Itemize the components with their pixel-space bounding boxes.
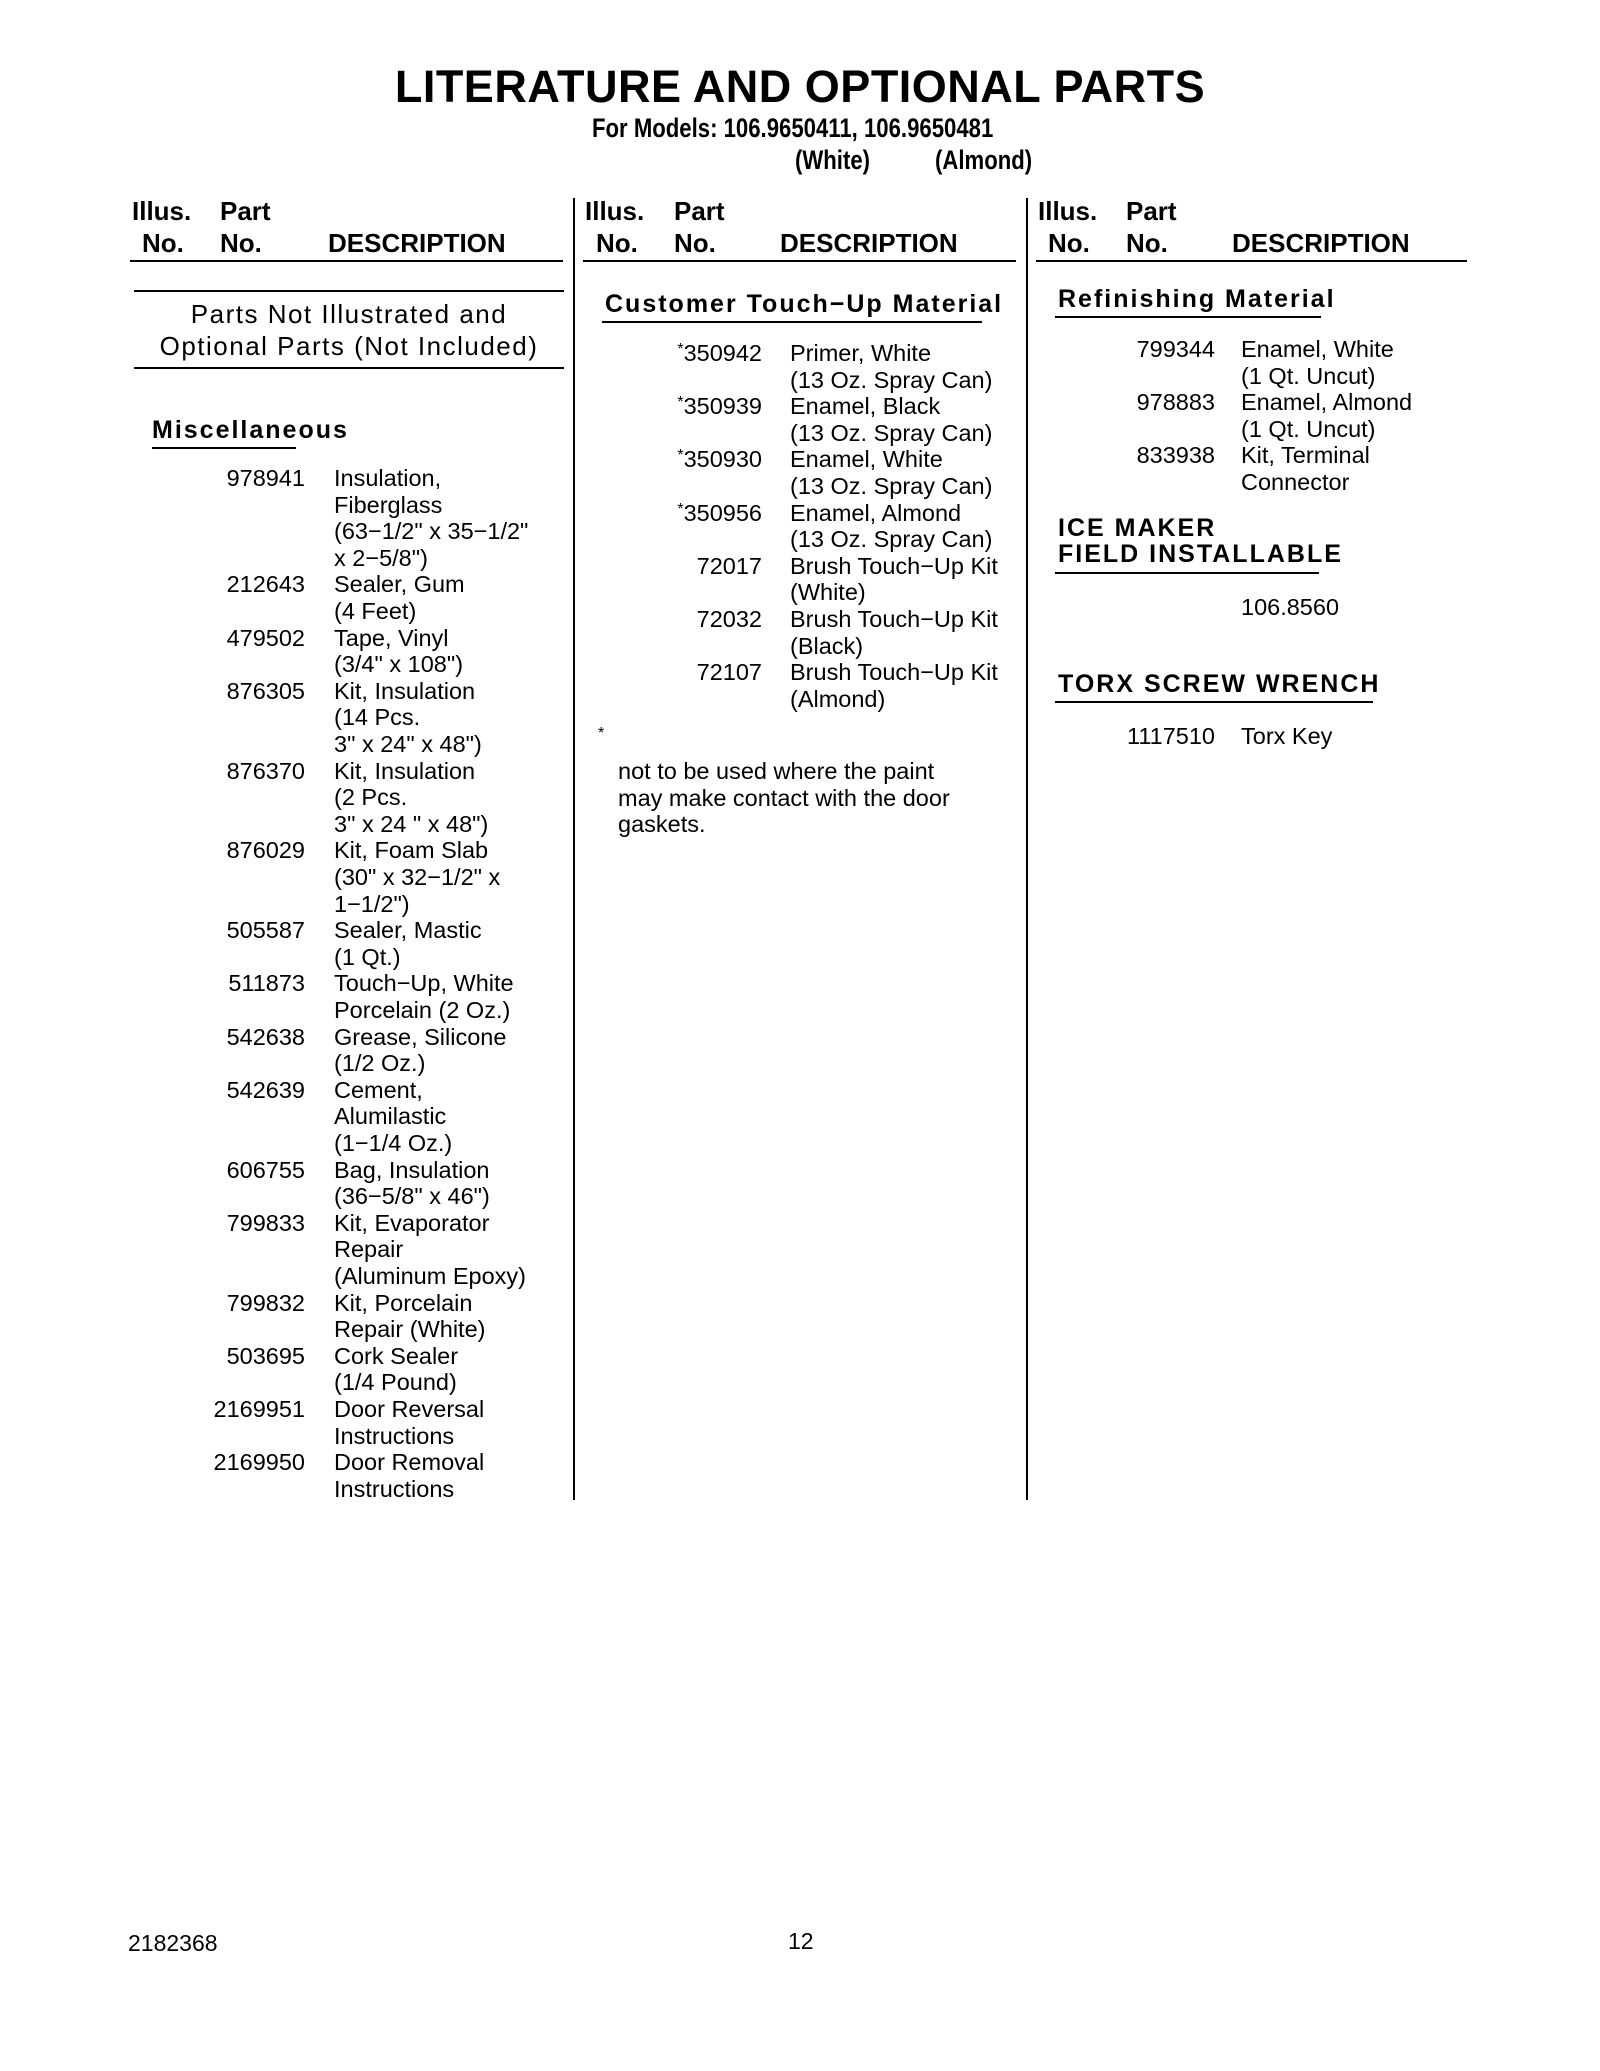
section-customer-touch-up: Customer Touch−Up Material [605, 290, 1004, 318]
section-refinishing-material: Refinishing Material [1058, 285, 1336, 313]
part-number-text: 503695 [226, 1342, 305, 1369]
part-number [227, 1210, 305, 1237]
part-number-text: 978883 [1136, 389, 1215, 416]
header-part: Part [674, 196, 725, 226]
part-number-text: 1117510 [1127, 723, 1215, 749]
color-white-label: (White) [795, 145, 871, 175]
part-number [227, 1343, 305, 1370]
part-description: Tape, Vinyl (3/4" x 108") [334, 624, 464, 678]
asterisk-mark: * [677, 341, 684, 358]
part-number [214, 1449, 306, 1476]
part-description: Kit, Insulation (2 Pcs. 3" x 24 " x 48") [334, 757, 489, 837]
part-number [227, 465, 305, 492]
part-number [227, 758, 305, 785]
part-number-text: 350939 [683, 393, 762, 420]
section-ice-maker-line2: FIELD INSTALLABLE [1058, 540, 1343, 568]
section-torx-wrench: TORX SCREW WRENCH [1058, 670, 1381, 698]
header-part-no: No. [1126, 228, 1168, 258]
part-number [677, 446, 762, 473]
header-description: DESCRIPTION [328, 228, 506, 258]
section-underline [602, 321, 982, 323]
part-number-text: 350942 [683, 340, 762, 366]
header-part-no: No. [220, 228, 262, 258]
part-number [227, 1077, 305, 1104]
part-description: Cork Sealer (1/4 Pound) [334, 1342, 459, 1396]
column-divider [573, 198, 575, 1500]
part-description: Enamel, Black (13 Oz. Spray Can) [790, 393, 993, 446]
header-rule [1036, 260, 1467, 262]
header-part-no: No. [674, 228, 716, 258]
part-description: Primer, White (13 Oz. Spray Can) [790, 340, 993, 393]
part-description: Brush Touch−Up Kit (Almond) [790, 659, 998, 712]
part-description: Enamel, Almond (1 Qt. Uncut) [1241, 389, 1413, 442]
part-description: Bag, Insulation (36−5/8" x 46") [334, 1156, 490, 1210]
part-description: Insulation, Fiberglass (63−1/2" x 35−1/2" x 2−5/8") [334, 465, 529, 571]
part-number-text: 350930 [683, 446, 762, 473]
part-number-text: 212643 [226, 571, 305, 598]
note-box-bottom-rule [134, 367, 564, 369]
part-number-text: 799833 [226, 1209, 305, 1236]
section-ice-maker-line1: ICE MAKER [1058, 514, 1217, 542]
part-number [697, 553, 762, 580]
part-number-text: 542638 [226, 1023, 305, 1050]
page-number: 12 [788, 1928, 814, 1954]
header-illus: Illus. [132, 196, 192, 226]
section-underline [1055, 701, 1373, 703]
part-number [1137, 336, 1215, 363]
not-illustrated-note-line1: Parts Not Illustrated and [190, 299, 508, 329]
section-underline [152, 447, 296, 449]
part-description: Door Reversal Instructions [334, 1396, 485, 1449]
column-divider [1026, 198, 1028, 1500]
part-description: Enamel, White (13 Oz. Spray Can) [790, 446, 993, 499]
header-no: No. [596, 228, 638, 258]
part-description: Enamel, White (1 Qt. Uncut) [1241, 336, 1394, 389]
part-number [227, 837, 305, 864]
models-subtitle: For Models: 106.9650411, 106.9650481 [592, 113, 994, 143]
part-number-text: 542639 [226, 1076, 305, 1103]
header-part: Part [220, 196, 271, 226]
part-number-text: 606755 [226, 1156, 305, 1183]
part-description: Grease, Silicone (1/2 Oz.) [334, 1023, 507, 1077]
part-number [677, 340, 762, 367]
header-no: No. [1048, 228, 1090, 258]
part-description: Kit, Evaporator Repair (Aluminum Epoxy) [334, 1209, 526, 1289]
note-box-top-rule [134, 290, 564, 292]
part-description: Kit, Insulation (14 Pcs. 3" x 24" x 48") [334, 677, 482, 757]
part-number-text: 978941 [226, 465, 305, 491]
part-number-text: 876305 [226, 677, 305, 704]
part-description: Torx Key [1241, 723, 1333, 749]
part-number-text: 350956 [683, 499, 762, 526]
part-description: Sealer, Mastic (1 Qt.) [334, 917, 482, 970]
part-number-text: 2169950 [213, 1449, 305, 1476]
part-number-text: 833938 [1136, 442, 1215, 469]
part-number [227, 571, 305, 598]
part-number [677, 393, 762, 420]
part-description: Cement, Alumilastic (1−1/4 Oz.) [334, 1076, 453, 1156]
part-number [214, 1396, 306, 1423]
part-number-text: 2169951 [213, 1396, 305, 1422]
part-number [1137, 442, 1215, 469]
part-number-text: 72032 [696, 606, 762, 632]
part-number [697, 659, 762, 686]
asterisk-mark: * [677, 394, 684, 412]
part-description: Kit, Terminal Connector [1241, 442, 1370, 495]
part-number [697, 606, 762, 633]
section-underline [1055, 572, 1319, 574]
part-number-text: 479502 [226, 624, 305, 651]
part-number-text: 876029 [226, 837, 305, 864]
part-number [227, 917, 305, 944]
part-number [1127, 723, 1215, 750]
color-almond-label: (Almond) [935, 145, 1033, 175]
part-description: Sealer, Gum (4 Feet) [334, 571, 465, 624]
part-number [677, 500, 762, 527]
part-number [227, 1024, 305, 1051]
page-title: LITERATURE AND OPTIONAL PARTS [394, 61, 1206, 112]
footnote-text: not to be used where the paint may make contact with the door gaskets. [618, 758, 950, 838]
header-part: Part [1126, 196, 1177, 226]
header-rule [583, 260, 1016, 262]
header-illus: Illus. [585, 196, 645, 226]
part-number [1137, 389, 1215, 416]
part-number-text: 72017 [696, 552, 762, 579]
header-rule [130, 260, 563, 262]
document-number: 2182368 [128, 1930, 218, 1956]
part-number-text: 72107 [696, 659, 762, 686]
part-description: Kit, Porcelain Repair (White) [334, 1289, 486, 1343]
header-illus: Illus. [1038, 196, 1098, 226]
part-number-text: 799832 [226, 1289, 305, 1316]
part-description: Enamel, Almond (13 Oz. Spray Can) [790, 499, 993, 553]
asterisk-mark: * [677, 500, 684, 518]
section-underline [1055, 316, 1321, 318]
part-description: Door Removal Instructions [334, 1449, 485, 1502]
header-no: No. [142, 228, 184, 258]
part-description: Brush Touch−Up Kit (White) [790, 552, 998, 606]
footnote-asterisk: * [598, 725, 605, 742]
header-description: DESCRIPTION [1232, 228, 1410, 258]
part-number [228, 970, 305, 997]
ice-maker-part-number: 106.8560 [1241, 594, 1340, 620]
asterisk-mark: * [677, 447, 684, 465]
section-miscellaneous: Miscellaneous [152, 416, 349, 444]
part-number [227, 678, 305, 705]
part-description: Kit, Foam Slab (30" x 32−1/2" x 1−1/2") [334, 837, 501, 917]
part-description: Touch−Up, White Porcelain (2 Oz.) [334, 970, 514, 1023]
part-number-text: 876370 [226, 757, 305, 784]
part-number-text: 505587 [226, 917, 305, 944]
part-number-text: 511873 [228, 970, 305, 997]
part-number [227, 1290, 305, 1317]
not-illustrated-note-line2: Optional Parts (Not Included) [159, 331, 539, 361]
header-description: DESCRIPTION [780, 228, 958, 258]
part-description: Brush Touch−Up Kit (Black) [790, 606, 998, 659]
part-number [227, 1157, 305, 1184]
part-number-text: 799344 [1136, 336, 1215, 362]
part-number [227, 625, 305, 652]
